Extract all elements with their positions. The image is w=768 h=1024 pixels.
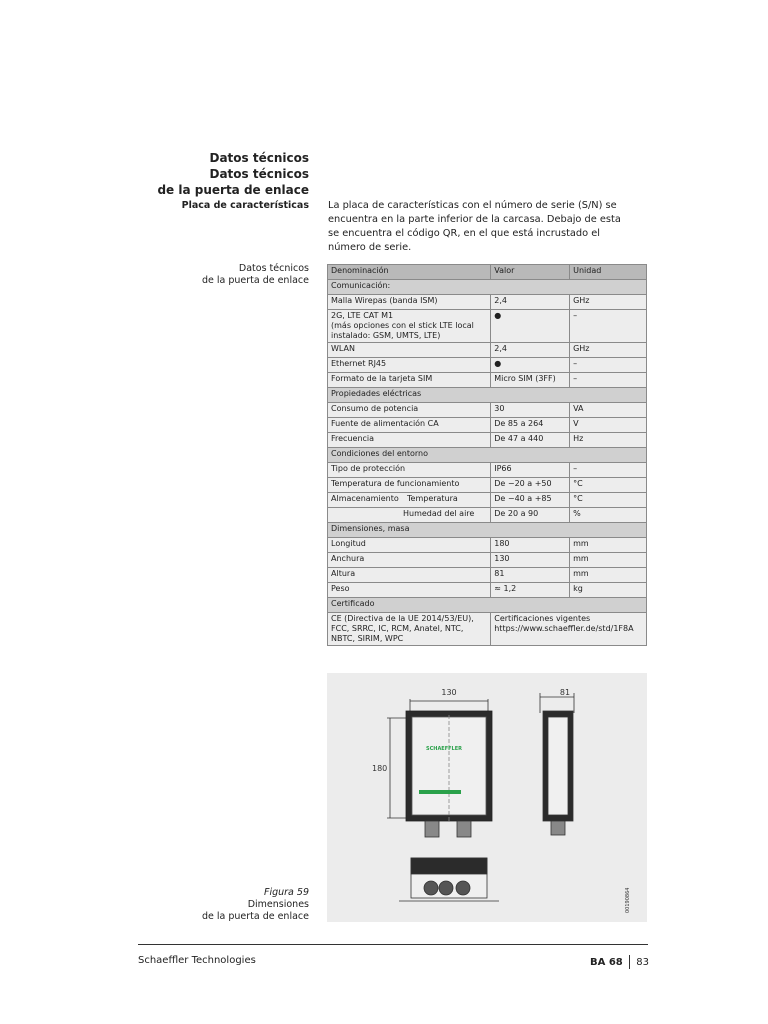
cell: 2,4 (491, 295, 570, 310)
figure-caption-line2: de la puerta de enlace (201, 911, 309, 922)
heading-sub: Placa de características (181, 200, 309, 211)
cell: Certificaciones vigentes https://www.schaeffler.de/std/1F8A (491, 613, 647, 646)
footer-company: Schaeffler Technologies (138, 955, 256, 966)
cell: Anchura (328, 553, 491, 568)
table-row (328, 373, 647, 388)
cell: 130 (491, 553, 570, 568)
cell: °C (570, 493, 647, 508)
col-header-denominacion: Denominación (328, 265, 491, 280)
table-row (328, 508, 647, 523)
cell: kg (570, 583, 647, 598)
table-row (328, 553, 647, 568)
cell: 2G, LTE CAT M1 (más opciones con el stick LTE local instalado: GSM, UMTS, LTE) (328, 310, 491, 343)
dimensions-figure (327, 673, 647, 922)
table-row (328, 613, 647, 646)
table-header-row (328, 265, 647, 280)
cell: – (570, 310, 647, 343)
intro-paragraph: La placa de características con el número de serie (S/N) se encuentra en la parte inferior de la carcasa. Debajo de esta se encuentra el código QR, en el que está incrustado el número de serie. (328, 200, 621, 253)
storage-cell (328, 493, 491, 508)
cell: – (570, 463, 647, 478)
cell: mm (570, 568, 647, 583)
table-row (328, 538, 647, 553)
section-title: Certificado (328, 598, 647, 613)
storage-temp-label: Temperatura (407, 494, 458, 503)
cell: De −20 a +50 (491, 478, 570, 493)
gateway-drawing (327, 673, 647, 922)
cell: 30 (491, 403, 570, 418)
cell: Frecuencia (328, 433, 491, 448)
cell: 81 (491, 568, 570, 583)
table-row (328, 568, 647, 583)
section-title: Dimensiones, masa (328, 523, 647, 538)
figure-caption-line1: Dimensiones (247, 899, 309, 910)
figure-caption-number: Figura 59 (264, 887, 309, 898)
cell: Hz (570, 433, 647, 448)
cell: De −40 a +85 (491, 493, 570, 508)
cell: ≈ 1,2 (491, 583, 570, 598)
cell: Altura (328, 568, 491, 583)
figure-code: 00190864 (625, 887, 631, 913)
cell: De 20 a 90 (491, 508, 570, 523)
cell: WLAN (328, 343, 491, 358)
spec-table (327, 264, 647, 646)
table-row (328, 478, 647, 493)
col-header-valor: Valor (491, 265, 570, 280)
table-row (328, 403, 647, 418)
cell: Malla Wirepas (banda ISM) (328, 295, 491, 310)
cell: 180 (491, 538, 570, 553)
cell: °C (570, 478, 647, 493)
cell: mm (570, 553, 647, 568)
cell: Micro SIM (3FF) (491, 373, 570, 388)
footer-page-number: 83 (636, 957, 649, 968)
table-row (328, 583, 647, 598)
cell: De 47 a 440 (491, 433, 570, 448)
cell: Fuente de alimentación CA (328, 418, 491, 433)
footer-page-info (590, 955, 649, 969)
footer-doc: BA 68 (590, 957, 623, 968)
cell: GHz (570, 295, 647, 310)
col-header-unidad: Unidad (570, 265, 647, 280)
bullet-cell: ● (491, 358, 570, 373)
cell: CE (Directiva de la UE 2014/53/EU), FCC, SRRC, IC, RCM, Anatel, NTC, NBTC, SIRIM, WPC (328, 613, 491, 646)
side-label-2: de la puerta de enlace (201, 275, 309, 286)
cell: GHz (570, 343, 647, 358)
footer-separator (629, 955, 631, 969)
table-row (328, 358, 647, 373)
cell: – (570, 373, 647, 388)
section-title: Propiedades eléctricas (328, 388, 647, 403)
heading-title-2: Datos técnicos (209, 167, 309, 181)
cell: Peso (328, 583, 491, 598)
table-row (328, 418, 647, 433)
storage-label: Almacenamiento (331, 494, 399, 503)
cell: 2,4 (491, 343, 570, 358)
dim-height-label: 180 (372, 764, 388, 773)
storage-hum-label: Humedad del aire (328, 508, 491, 523)
cell: – (570, 358, 647, 373)
cell: Formato de la tarjeta SIM (328, 373, 491, 388)
section-title: Comunicación: (328, 280, 647, 295)
schaeffler-logo: SCHAEFFLER (425, 746, 463, 752)
cell: Ethernet RJ45 (328, 358, 491, 373)
cell: V (570, 418, 647, 433)
cell: % (570, 508, 647, 523)
cell: Tipo de protección (328, 463, 491, 478)
section-title: Condiciones del entorno (328, 448, 647, 463)
table-row (328, 463, 647, 478)
cell: De 85 a 264 (491, 418, 570, 433)
footer-rule (138, 944, 648, 945)
cell: mm (570, 538, 647, 553)
dim-depth-label: 81 (559, 688, 571, 697)
bullet-cell: ● (491, 310, 570, 343)
cell: VA (570, 403, 647, 418)
table-row (328, 310, 647, 343)
table-row (328, 295, 647, 310)
table-row (328, 343, 647, 358)
table-row (328, 433, 647, 448)
cell: Consumo de potencia (328, 403, 491, 418)
cell: IP66 (491, 463, 570, 478)
dim-width-label: 130 (441, 688, 457, 697)
cell: Longitud (328, 538, 491, 553)
heading-title-1: Datos técnicos (209, 151, 309, 165)
cell: Temperatura de funcionamiento (328, 478, 491, 493)
heading-title-3: de la puerta de enlace (157, 183, 309, 197)
side-label-1: Datos técnicos (238, 263, 309, 274)
table-row (328, 493, 647, 508)
